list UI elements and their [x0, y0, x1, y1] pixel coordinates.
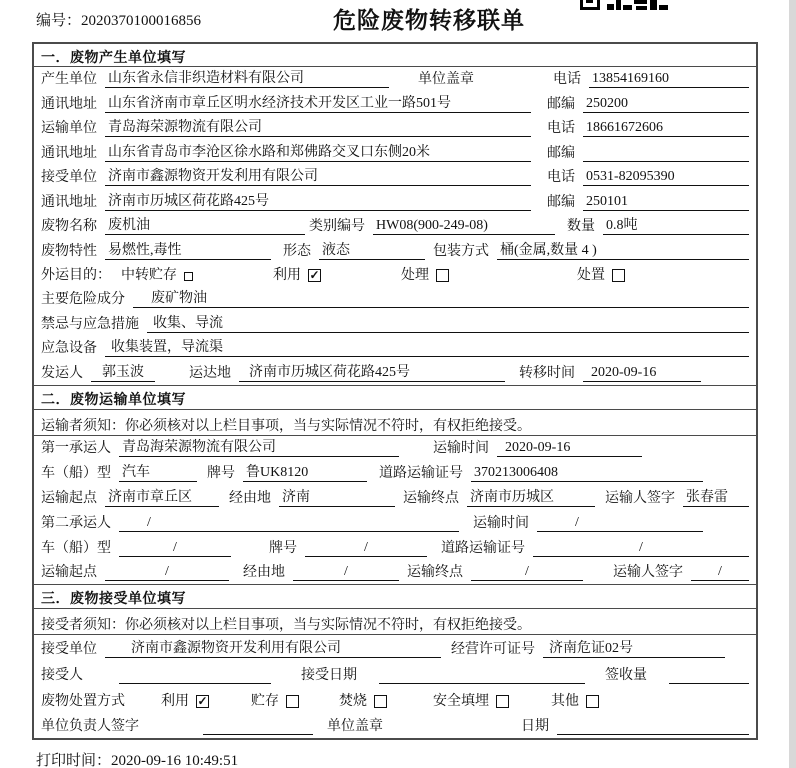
category-label: 类别编号	[309, 219, 365, 235]
traits-value: 易燃性,毒性	[105, 239, 271, 260]
packing-value: 桶(金属,数量 4 )	[497, 239, 749, 260]
license-label: 经营许可证号	[451, 642, 535, 658]
disposal-option-utilize	[161, 690, 209, 710]
receiver-label: 接受单位	[41, 170, 97, 186]
vehicle1-label: 车（船）型	[41, 466, 111, 482]
vehicle2-value: /	[119, 540, 231, 557]
purpose-option-treat-label: 处理	[401, 267, 429, 283]
quantity-value: 0.8吨	[603, 214, 749, 235]
utilize-checkbox[interactable]: ✓	[309, 267, 320, 282]
equipment-label: 应急设备	[41, 341, 97, 357]
equipment-value: 收集装置，导流渠	[105, 336, 749, 357]
taboo-row	[34, 311, 756, 335]
accept-date-label: 接受日期	[301, 667, 357, 683]
sign2-value: /	[691, 564, 749, 581]
zip1-value: 250200	[583, 96, 749, 113]
disposal-landfill-checkbox[interactable]	[496, 695, 509, 708]
origin2-label: 运输起点	[41, 565, 97, 581]
origin1-value: 济南市章丘区	[105, 486, 219, 507]
via1-label: 经由地	[229, 491, 271, 507]
treat-checkbox[interactable]	[436, 269, 449, 282]
accept-unit-label: 接受单位	[41, 642, 97, 658]
addr2-label: 通讯地址	[41, 145, 97, 161]
consignor-value: 郭玉波	[91, 361, 155, 382]
serial-value: 2020370100016856	[81, 13, 202, 29]
transporter-row	[34, 116, 756, 140]
addr2-value: 山东省青岛市李沧区徐水路和郑佛路交叉口东侧20米	[105, 141, 531, 162]
category-value: HW08(900-249-08)	[373, 218, 555, 235]
purpose-option-dispose	[577, 264, 625, 284]
quantity-label: 数量	[567, 219, 595, 235]
disposal-other-label: 其他	[551, 693, 579, 709]
disposal-utilize-checkbox[interactable]: ✓	[197, 693, 208, 708]
carrier2-label: 第二承运人	[41, 515, 111, 531]
plate1-label: 牌号	[207, 466, 235, 482]
disposal-option-burn	[339, 690, 387, 710]
unit-seal2-label: 单位盖章	[327, 719, 383, 735]
consignor-row	[34, 360, 756, 384]
phone1-value: 13854169160	[589, 71, 749, 88]
transporter-notice: 运输者须知：你必须核对以上栏目事项，当与实际情况不符时，有权拒绝接受。	[34, 410, 756, 436]
disposal-burn-checkbox[interactable]	[374, 695, 387, 708]
transfer-storage-checkbox[interactable]	[184, 272, 193, 281]
waste-name-value: 废机油	[105, 214, 305, 235]
viewport-edge	[789, 0, 796, 768]
disposal-landfill-label: 安全填埋	[433, 693, 489, 709]
responsible-sign-row	[34, 713, 756, 739]
carrier1-label: 第一承运人	[41, 441, 111, 457]
via2-label: 经由地	[243, 565, 285, 581]
sign1-label: 运输人签字	[605, 491, 675, 507]
addr1-value: 山东省济南市章丘区明水经济技术开发区工业一路501号	[105, 92, 531, 113]
sign2-label: 运输人签字	[613, 565, 683, 581]
producer-label: 产生单位	[41, 72, 97, 88]
phone2-value: 18661672606	[583, 120, 749, 137]
date-value	[557, 718, 749, 735]
unit-seal-label: 单位盖章	[418, 72, 474, 88]
end1-value: 济南市历城区	[467, 486, 595, 507]
disposal-row	[34, 687, 756, 713]
time1-label: 运输时间	[433, 441, 489, 457]
end2-value: /	[471, 564, 583, 581]
transfer-time-value: 2020-09-16	[583, 365, 701, 382]
end1-label: 运输终点	[403, 491, 459, 507]
receiver-notice: 接受者须知：你必须核对以上栏目事项，当与实际情况不符时，有权拒绝接受。	[34, 609, 756, 635]
phone3-label: 电话	[547, 170, 575, 186]
zip2-label: 邮编	[547, 145, 575, 161]
accept-date-value	[379, 667, 585, 684]
carrier2-value: /	[119, 515, 459, 532]
plate2-label: 牌号	[269, 540, 297, 556]
print-time-label: 打印时间：	[36, 753, 112, 768]
purpose-option-utilize-label: 利用	[273, 267, 301, 283]
waste-name-label: 废物名称	[41, 219, 97, 235]
route2-row	[34, 560, 756, 585]
waste-name-row	[34, 214, 756, 238]
carrier1-value: 青岛海荣源物流有限公司	[119, 436, 399, 457]
receiver-value: 济南市鑫源物资开发利用有限公司	[105, 165, 531, 186]
destination-value: 济南市历城区荷花路425号	[239, 361, 505, 382]
producer-value: 山东省永信非织造材料有限公司	[105, 67, 389, 88]
producer-address-row	[34, 91, 756, 115]
received-qty-value	[669, 667, 749, 684]
purpose-option-utilize	[273, 264, 321, 284]
serial-number	[36, 9, 201, 30]
plate2-value: /	[305, 540, 427, 557]
transporter-value: 青岛海荣源物流有限公司	[105, 116, 531, 137]
equipment-row	[34, 336, 756, 360]
purpose-option-transfer	[121, 264, 193, 284]
vehicle1-row	[34, 460, 756, 485]
taboo-value: 收集、导流	[147, 312, 749, 333]
purpose-option-treat	[401, 264, 449, 284]
serial-label: 编号：	[36, 13, 82, 29]
time1-value: 2020-09-16	[497, 440, 642, 457]
first-carrier-row	[34, 436, 756, 461]
disposal-option-store	[251, 690, 299, 710]
road-cert1-value: 370213006408	[471, 465, 703, 482]
vehicle2-row	[34, 535, 756, 560]
acceptor-label: 接受人	[41, 667, 83, 683]
zip3-value: 250101	[583, 194, 749, 211]
addr3-value: 济南市历城区荷花路425号	[105, 190, 531, 211]
license-value: 济南危证02号	[543, 637, 725, 658]
form-label: 形态	[283, 243, 311, 259]
hazard-value: 废矿物油	[133, 287, 749, 308]
traits-label: 废物特性	[41, 243, 97, 259]
dispose-checkbox[interactable]	[612, 269, 625, 282]
responsible-sign-label: 单位负责人签字	[41, 719, 139, 735]
route1-row	[34, 485, 756, 510]
date-label: 日期	[521, 719, 549, 735]
via1-value: 济南	[279, 486, 395, 507]
zip2-value	[583, 145, 749, 162]
disposal-store-label: 贮存	[251, 693, 279, 709]
receiver-address-row	[34, 189, 756, 213]
acceptor-value	[119, 667, 271, 684]
vehicle2-label: 车（船）型	[41, 540, 111, 556]
plate1-value: 鲁UK8120	[243, 461, 367, 482]
disposal-store-checkbox[interactable]	[286, 695, 299, 708]
second-carrier-row	[34, 510, 756, 535]
section2-title: 二．废物运输单位填写	[34, 385, 756, 410]
section1-title: 一．废物产生单位填写	[34, 44, 756, 67]
section-transport	[34, 385, 756, 585]
disposal-label: 废物处置方式	[41, 693, 125, 709]
origin1-label: 运输起点	[41, 491, 97, 507]
acceptor-row	[34, 661, 756, 687]
purpose-label: 外运目的：	[41, 267, 111, 283]
vehicle1-value: 汽车	[119, 461, 197, 482]
road-cert2-label: 道路运输证号	[441, 540, 525, 556]
qr-code-fragment	[580, 0, 668, 10]
destination-label: 运达地	[189, 365, 231, 381]
purpose-option-transfer-label: 中转贮存	[121, 267, 177, 283]
section3-title: 三．废物接受单位填写	[34, 584, 756, 609]
receiver-row	[34, 165, 756, 189]
packing-label: 包装方式	[433, 243, 489, 259]
print-time	[36, 749, 238, 768]
end2-label: 运输终点	[407, 565, 463, 581]
purpose-option-dispose-label: 处置	[577, 267, 605, 283]
zip3-label: 邮编	[547, 194, 575, 210]
time2-label: 运输时间	[473, 515, 529, 531]
phone3-value: 0531-82095390	[583, 169, 749, 186]
road-cert1-label: 道路运输证号	[379, 466, 463, 482]
addr3-label: 通讯地址	[41, 194, 97, 210]
form-value: 液态	[319, 239, 425, 260]
hazard-row	[34, 287, 756, 311]
phone2-label: 电话	[547, 121, 575, 137]
disposal-option-other	[551, 690, 599, 710]
responsible-sign-value	[203, 718, 313, 735]
purpose-row	[34, 263, 756, 287]
print-time-value: 2020-09-16 10:49:51	[111, 753, 239, 768]
producer-row	[34, 67, 756, 91]
accept-unit-value: 济南市鑫源物资开发利用有限公司	[105, 637, 441, 658]
received-qty-label: 签收量	[605, 667, 647, 683]
transporter-address-row	[34, 140, 756, 164]
page-title: 危险废物转移联单	[333, 8, 525, 33]
disposal-other-checkbox[interactable]	[586, 695, 599, 708]
road-cert2-value: /	[533, 540, 749, 557]
phone1-label: 电话	[553, 72, 581, 88]
accept-unit-row	[34, 635, 756, 661]
disposal-utilize-label: 利用	[161, 693, 189, 709]
waste-traits-row	[34, 238, 756, 262]
origin2-value: /	[105, 564, 229, 581]
time2-value: /	[537, 515, 703, 532]
section-producer	[34, 44, 756, 385]
transporter-label: 运输单位	[41, 121, 97, 137]
taboo-label: 禁忌与应急措施	[41, 316, 139, 332]
hazard-label: 主要危险成分	[41, 292, 125, 308]
disposal-burn-label: 焚烧	[339, 693, 367, 709]
consignor-label: 发运人	[41, 365, 83, 381]
addr1-label: 通讯地址	[41, 96, 97, 112]
disposal-option-landfill	[433, 690, 509, 710]
via2-value: /	[293, 564, 399, 581]
manifest-form	[32, 42, 758, 740]
section-receive	[34, 584, 756, 738]
transfer-time-label: 转移时间	[519, 365, 575, 381]
sign1-value: 张春雷	[683, 486, 749, 507]
zip1-label: 邮编	[547, 96, 575, 112]
